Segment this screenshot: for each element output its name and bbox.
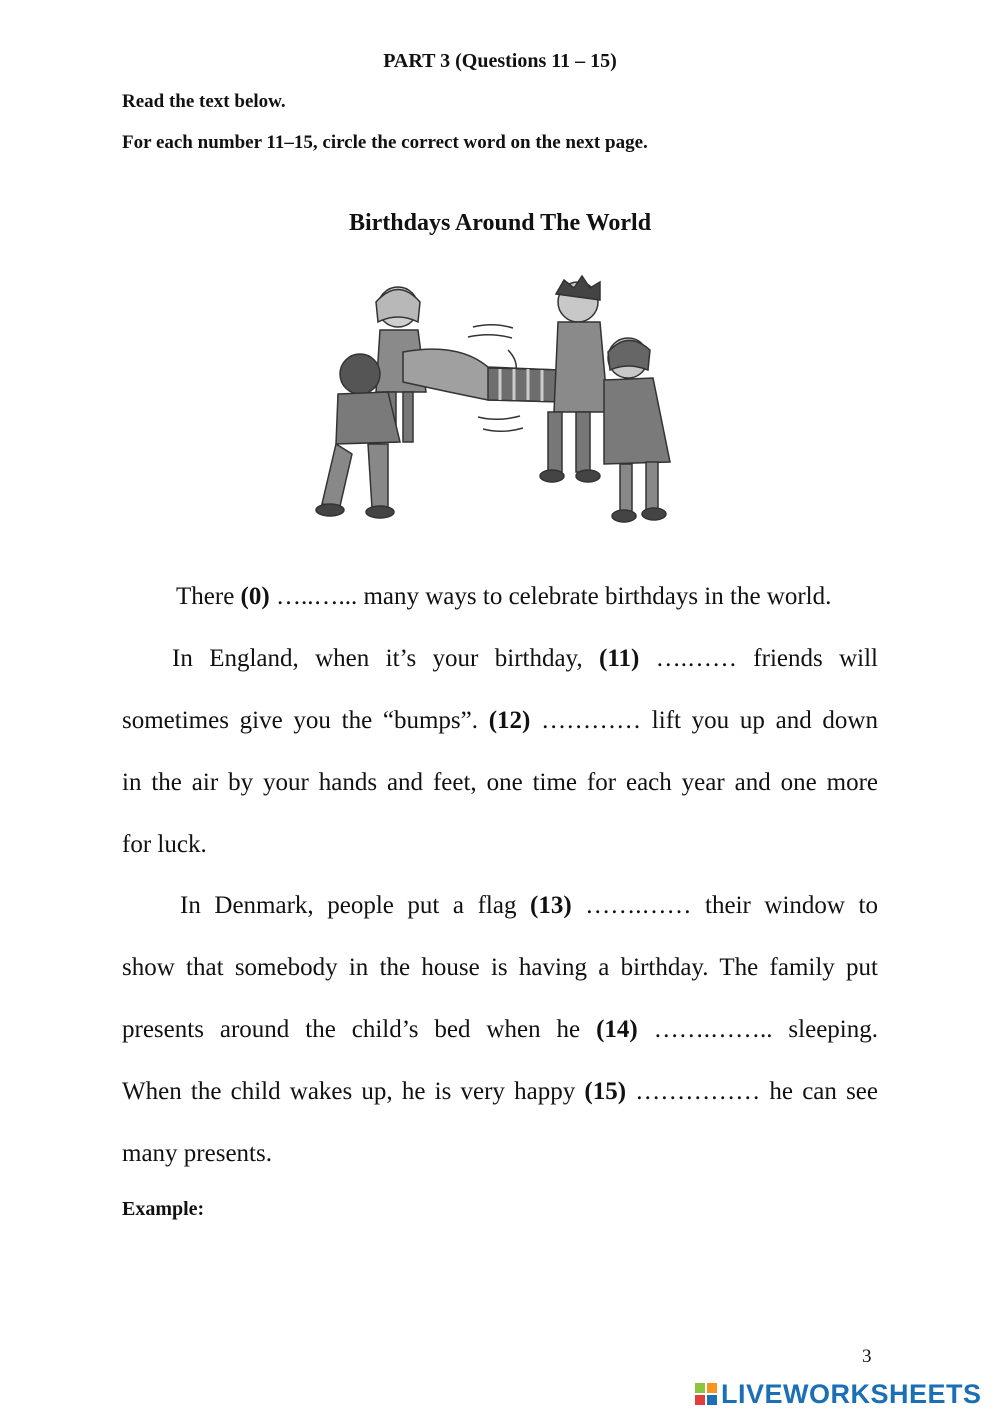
blank-12[interactable]: ………… lift you up and down	[530, 707, 878, 734]
liveworksheets-logo-icon	[695, 1383, 717, 1405]
question-number-14: (14)	[596, 1016, 638, 1043]
text-line	[122, 628, 878, 690]
question-number-11: (11)	[599, 645, 640, 672]
text-line: many presents.	[122, 1140, 272, 1167]
example-label: Example:	[122, 1198, 205, 1220]
text-run: presents around the child’s bed when he	[122, 1016, 597, 1043]
story-title: Birthdays Around The World	[348, 210, 652, 236]
text-run: In England, when it’s your birthday,	[172, 645, 600, 672]
text-run: In Denmark, people put a flag	[180, 892, 531, 919]
blank-14[interactable]: …….…….. sleeping.	[637, 1016, 878, 1043]
text-line: show that somebody in the house is having a birthday. The family put	[122, 954, 878, 981]
question-number-12: (12)	[488, 707, 531, 734]
blank-0[interactable]: …..…... many ways to celebrate birthdays in the world.	[269, 583, 832, 610]
blank-11[interactable]: ….…… friends will	[639, 645, 878, 672]
text-run: sometimes give you the “bumps”.	[122, 707, 489, 734]
text-line	[122, 690, 878, 752]
page-number: 3	[862, 1346, 872, 1367]
text-line	[122, 1061, 878, 1123]
paragraph-england	[122, 628, 878, 876]
paragraph-intro	[122, 566, 878, 628]
question-number-15: (15)	[584, 1078, 627, 1105]
blank-13[interactable]: …….…… their window to	[571, 892, 878, 919]
instruction-circle: For each number 11–15, circle the correct word on the next page.	[122, 132, 648, 153]
text-run: When the child wakes up, he is very happy	[122, 1078, 585, 1105]
question-number-13: (13)	[530, 892, 572, 919]
paragraph-denmark	[122, 875, 878, 1185]
text-line	[122, 999, 878, 1061]
text-line	[122, 875, 878, 937]
part-title: PART 3 (Questions 11 – 15)	[383, 50, 617, 72]
instruction-read: Read the text below.	[122, 91, 286, 112]
blank-15[interactable]: …………… he can see	[626, 1078, 878, 1105]
text-run: There	[176, 583, 241, 610]
text-line	[122, 566, 878, 628]
text-line: in the air by your hands and feet, one time for each year and one more	[122, 769, 878, 796]
text-line: for luck.	[122, 831, 207, 858]
children-bumps-illustration	[308, 272, 688, 532]
liveworksheets-footer[interactable]	[695, 1380, 982, 1408]
liveworksheets-brand: LIVEWORKSHEETS	[721, 1378, 982, 1409]
question-number-0: (0)	[240, 583, 270, 610]
